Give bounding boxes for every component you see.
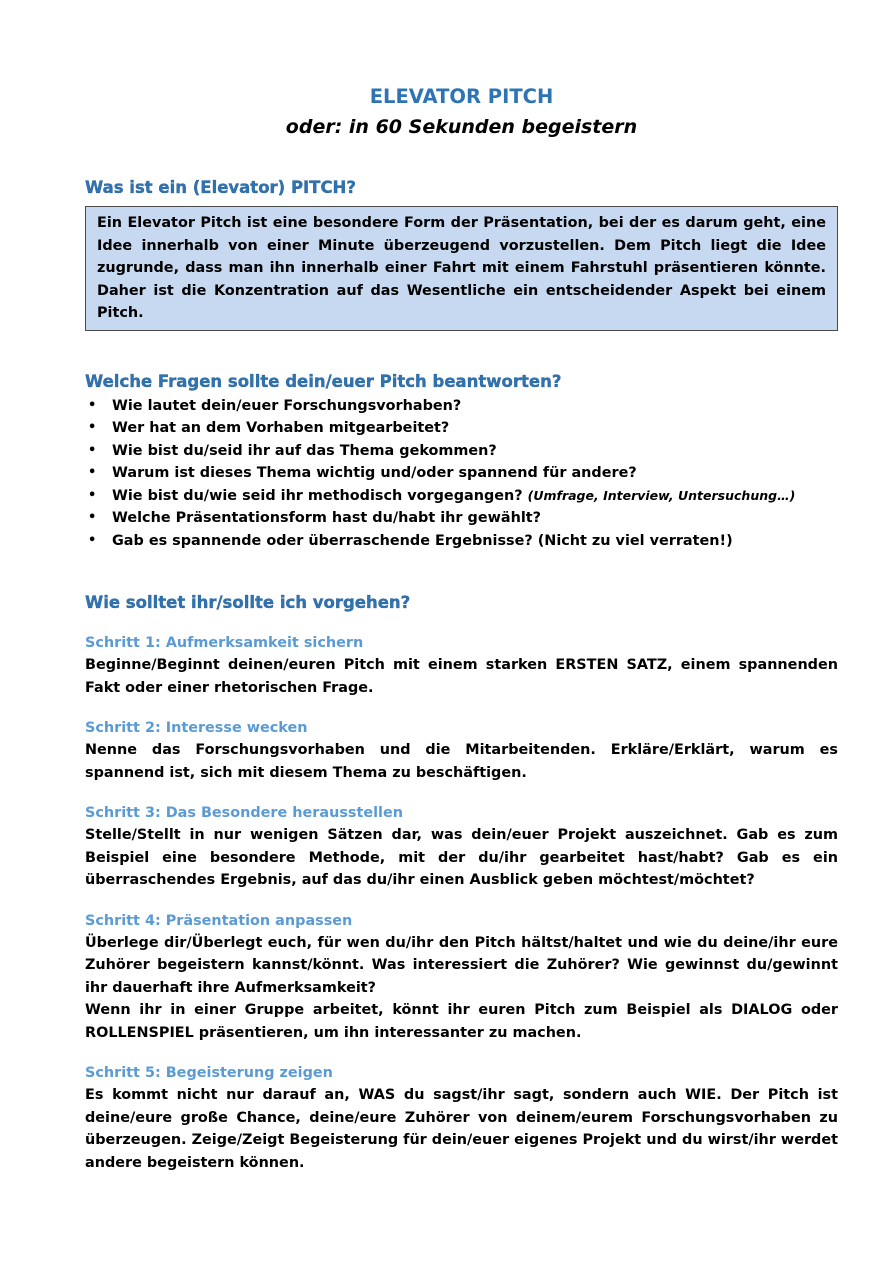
definition-box [85, 206, 838, 331]
section-heading-what-is-pitch: Was ist ein (Elevator) PITCH? [85, 178, 356, 197]
list-item: • Gab es spannende oder überraschende Ergebnisse? (Nicht zu viel verraten!) [85, 530, 838, 553]
bullet-icon: • [88, 487, 97, 503]
step-4 [85, 911, 838, 1045]
step-title: Schritt 4: Präsentation anpassen [85, 912, 353, 929]
bullet-icon: • [88, 420, 97, 435]
step-3 [85, 803, 838, 892]
definition-text: Ein Elevator Pitch ist eine besondere Form der Präsentation, bei der es darum geht, eine Idee innerhalb von einer Minute überzeugend vorzustellen. Dem Pitch liegt die Idee zugrunde, dass man ihn innerhalb einer Fahrt mit einem Fahrstuhl präsentieren könnte. Daher ist die Konzentration auf das Wesentliche ein entscheidender Aspekt bei einem Pitch. [97, 215, 826, 321]
step-2 [85, 718, 838, 784]
step-text: Überlege dir/Überlegt euch, für wen du/ihr den Pitch hältst/haltet und wie du deine/ihr eure Zuhörer begeistern kannst/könnt. Was interessiert die Zuhörer? Wie gewinnst du/gewinnt ihr dauerhaft ihre Aufmerksamkeit? [85, 934, 838, 996]
list-item: • Welche Präsentationsform hast du/habt ihr gewählt? [85, 507, 838, 530]
list-item: • Wie bist du/wie seid ihr methodisch vorgegangen? (Umfrage, Interview, Untersuchung…) [85, 485, 838, 508]
step-text: Stelle/Stellt in nur wenigen Sätzen dar, was dein/euer Projekt auszeichnet. Gab es zum Beispiel eine besondere Methode, mit der du/ihr gearbeitet hast/habt? Gab es ein überraschendes Ergebnis, auf das du/ihr einen Ausblick geben möchtest/möchtet? [85, 827, 838, 888]
step-title: Schritt 3: Das Besondere herausstellen [85, 805, 403, 821]
section-heading-procedure: Wie solltet ihr/sollte ich vorgehen? [85, 593, 411, 612]
step-text: Wenn ihr in einer Gruppe arbeitet, könnt ihr euren Pitch zum Beispiel als DIALOG oder ROLLENSPIEL präsentieren, um ihn interessanter zu machen. [85, 1002, 838, 1041]
list-item: • Wie bist du/seid ihr auf das Thema gekommen? [85, 440, 838, 463]
step-title: Schritt 2: Interesse wecken [85, 720, 308, 736]
section-heading-questions: Welche Fragen sollte dein/euer Pitch beantworten? [85, 371, 562, 391]
page-title: ELEVATOR PITCH [369, 85, 554, 108]
questions-list [85, 395, 838, 553]
step-title: Schritt 1: Aufmerksamkeit sichern [85, 635, 364, 651]
step-text: Es kommt nicht nur darauf an, WAS du sagst/ihr sagt, sondern auch WIE. Der Pitch ist deine/eure große Chance, deine/eure Zuhörer von deinem/eurem Forschungsvorhaben zu überzeugen. Zeige/Zeigt Begeisterung für dein/euer eigenes Projekt und du wirst/ihr werdet andere begeistern können. [85, 1087, 838, 1171]
bullet-icon: • [88, 465, 97, 480]
bullet-icon: • [88, 510, 97, 525]
method-hint: (Umfrage, Interview, Untersuchung…) [527, 487, 796, 503]
bullet-icon: • [88, 397, 97, 413]
list-item: • Wer hat an dem Vorhaben mitgearbeitet? [85, 417, 838, 440]
page-subtitle: oder: in 60 Sekunden begeistern [285, 116, 638, 138]
bullet-icon: • [88, 442, 97, 458]
bullet-icon: • [88, 532, 97, 548]
step-text: Beginne/Beginnt deinen/euren Pitch mit einem starken ERSTEN SATZ, einem spannenden Fakt oder einer rhetorischen Frage. [85, 657, 838, 696]
document-page [85, 84, 838, 1174]
step-text: Nenne das Forschungsvorhaben und die Mitarbeitenden. Erkläre/Erklärt, warum es spannend ist, sich mit diesem Thema zu beschäftigen. [85, 742, 838, 781]
step-title: Schritt 5: Begeisterung zeigen [85, 1065, 333, 1081]
list-item: • Warum ist dieses Thema wichtig und/oder spannend für andere? [85, 462, 838, 485]
step-5 [85, 1063, 838, 1174]
list-item: • Wie lautet dein/euer Forschungsvorhaben? [85, 395, 838, 418]
step-1 [85, 633, 838, 699]
